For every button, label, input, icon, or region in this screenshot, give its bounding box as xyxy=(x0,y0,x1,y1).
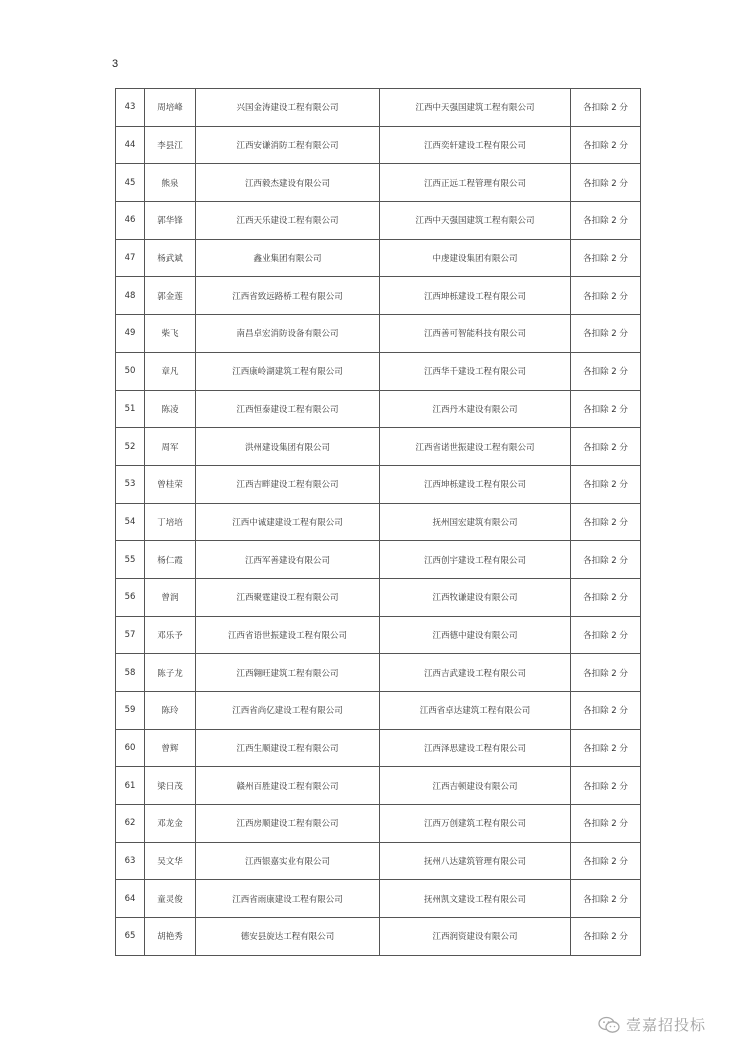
person-name-cell: 郭金莲 xyxy=(145,277,196,315)
row-number-cell: 59 xyxy=(116,692,145,730)
row-number-cell: 47 xyxy=(116,239,145,277)
company-b-cell: 江西省诺世振建设工程有限公司 xyxy=(380,428,571,466)
person-name-cell: 曾辉 xyxy=(145,729,196,767)
table-row xyxy=(116,126,641,164)
penalty-cell: 各扣除 2 分 xyxy=(571,805,641,843)
company-b-cell: 江西丹木建设有限公司 xyxy=(380,390,571,428)
company-a-cell: 江西房顺建设工程有限公司 xyxy=(196,805,380,843)
company-b-cell: 江西德中建设有限公司 xyxy=(380,616,571,654)
row-number-cell: 50 xyxy=(116,352,145,390)
row-number-cell: 48 xyxy=(116,277,145,315)
table-row xyxy=(116,692,641,730)
table-row xyxy=(116,277,641,315)
company-b-cell: 抚州国宏建筑有限公司 xyxy=(380,503,571,541)
penalty-cell: 各扣除 2 分 xyxy=(571,202,641,240)
row-number-cell: 63 xyxy=(116,842,145,880)
company-b-cell: 江西万创建筑工程有限公司 xyxy=(380,805,571,843)
company-a-cell: 江西省雨康建设工程有限公司 xyxy=(196,880,380,918)
row-number-cell: 46 xyxy=(116,202,145,240)
table-row xyxy=(116,654,641,692)
penalty-cell: 各扣除 2 分 xyxy=(571,578,641,616)
person-name-cell: 陈子龙 xyxy=(145,654,196,692)
person-name-cell: 梁日茂 xyxy=(145,767,196,805)
company-a-cell: 江西省语世振建设工程有限公司 xyxy=(196,616,380,654)
row-number-cell: 49 xyxy=(116,315,145,353)
person-name-cell: 熊泉 xyxy=(145,164,196,202)
penalty-cell: 各扣除 2 分 xyxy=(571,352,641,390)
table-row xyxy=(116,164,641,202)
company-b-cell: 抚州凯文建设工程有限公司 xyxy=(380,880,571,918)
table-row xyxy=(116,390,641,428)
penalty-cell: 各扣除 2 分 xyxy=(571,616,641,654)
row-number-cell: 53 xyxy=(116,465,145,503)
company-b-cell: 江西坤栎建设工程有限公司 xyxy=(380,277,571,315)
row-number-cell: 52 xyxy=(116,428,145,466)
penalty-cell: 各扣除 2 分 xyxy=(571,654,641,692)
row-number-cell: 51 xyxy=(116,390,145,428)
penalty-cell: 各扣除 2 分 xyxy=(571,729,641,767)
company-b-cell: 江西润资建设有限公司 xyxy=(380,918,571,956)
company-a-cell: 江西康岭湖建筑工程有限公司 xyxy=(196,352,380,390)
penalty-cell: 各扣除 2 分 xyxy=(571,842,641,880)
penalty-cell: 各扣除 2 分 xyxy=(571,918,641,956)
penalty-cell: 各扣除 2 分 xyxy=(571,315,641,353)
table-row xyxy=(116,202,641,240)
row-number-cell: 62 xyxy=(116,805,145,843)
penalty-cell: 各扣除 2 分 xyxy=(571,541,641,579)
row-number-cell: 65 xyxy=(116,918,145,956)
company-a-cell: 鑫业集团有限公司 xyxy=(196,239,380,277)
person-name-cell: 曾润 xyxy=(145,578,196,616)
company-a-cell: 赣州百胜建设工程有限公司 xyxy=(196,767,380,805)
company-b-cell: 江西正远工程管理有限公司 xyxy=(380,164,571,202)
person-name-cell: 李县江 xyxy=(145,126,196,164)
person-name-cell: 周培峰 xyxy=(145,89,196,127)
company-a-cell: 江西天乐建设工程有限公司 xyxy=(196,202,380,240)
person-name-cell: 郭华锋 xyxy=(145,202,196,240)
table-row xyxy=(116,541,641,579)
person-name-cell: 曾桂荣 xyxy=(145,465,196,503)
company-b-cell: 中虔建设集团有限公司 xyxy=(380,239,571,277)
penalty-cell: 各扣除 2 分 xyxy=(571,126,641,164)
penalty-cell: 各扣除 2 分 xyxy=(571,767,641,805)
company-a-cell: 洪州建设集团有限公司 xyxy=(196,428,380,466)
person-name-cell: 周军 xyxy=(145,428,196,466)
penalty-cell: 各扣除 2 分 xyxy=(571,503,641,541)
table-row xyxy=(116,315,641,353)
company-b-cell: 江西坤栎建设工程有限公司 xyxy=(380,465,571,503)
company-a-cell: 江西生顺建设工程有限公司 xyxy=(196,729,380,767)
company-b-cell: 江西吉武建设工程有限公司 xyxy=(380,654,571,692)
table-row xyxy=(116,616,641,654)
person-name-cell: 丁培培 xyxy=(145,503,196,541)
person-name-cell: 杨武斌 xyxy=(145,239,196,277)
company-b-cell: 江西中天强国建筑工程有限公司 xyxy=(380,89,571,127)
company-b-cell: 江西善可智能科技有限公司 xyxy=(380,315,571,353)
row-number-cell: 58 xyxy=(116,654,145,692)
watermark xyxy=(598,1014,706,1035)
person-name-cell: 邓龙金 xyxy=(145,805,196,843)
page-number: 3 xyxy=(112,58,119,70)
row-number-cell: 45 xyxy=(116,164,145,202)
company-b-cell: 江西创宇建设工程有限公司 xyxy=(380,541,571,579)
table-row xyxy=(116,729,641,767)
company-a-cell: 江西吉畔建设工程有限公司 xyxy=(196,465,380,503)
company-b-cell: 江西华千建设工程有限公司 xyxy=(380,352,571,390)
table-row xyxy=(116,918,641,956)
company-a-cell: 南昌卓宏消防设备有限公司 xyxy=(196,315,380,353)
penalty-cell: 各扣除 2 分 xyxy=(571,465,641,503)
company-a-cell: 江西翱旺建筑工程有限公司 xyxy=(196,654,380,692)
penalty-cell: 各扣除 2 分 xyxy=(571,164,641,202)
company-b-cell: 江西中天强国建筑工程有限公司 xyxy=(380,202,571,240)
table-row xyxy=(116,503,641,541)
person-name-cell: 陈凌 xyxy=(145,390,196,428)
table-body xyxy=(116,89,641,956)
company-b-cell: 抚州八达建筑管理有限公司 xyxy=(380,842,571,880)
company-b-cell: 江西省卓达建筑工程有限公司 xyxy=(380,692,571,730)
penalty-cell: 各扣除 2 分 xyxy=(571,239,641,277)
company-a-cell: 江西恒泰建设工程有限公司 xyxy=(196,390,380,428)
person-name-cell: 童灵俊 xyxy=(145,880,196,918)
company-b-cell: 江西奕轩建设工程有限公司 xyxy=(380,126,571,164)
company-b-cell: 江西牧谦建设有限公司 xyxy=(380,578,571,616)
row-number-cell: 61 xyxy=(116,767,145,805)
person-name-cell: 胡艳秀 xyxy=(145,918,196,956)
table-row xyxy=(116,842,641,880)
penalty-cell: 各扣除 2 分 xyxy=(571,880,641,918)
company-a-cell: 江西安谦消防工程有限公司 xyxy=(196,126,380,164)
penalty-table xyxy=(115,88,641,956)
table-row xyxy=(116,880,641,918)
company-a-cell: 德安县旋达工程有限公司 xyxy=(196,918,380,956)
table-row xyxy=(116,428,641,466)
row-number-cell: 56 xyxy=(116,578,145,616)
person-name-cell: 陈玲 xyxy=(145,692,196,730)
company-b-cell: 江西泽思建设工程有限公司 xyxy=(380,729,571,767)
table-row xyxy=(116,89,641,127)
table-row xyxy=(116,352,641,390)
table-row xyxy=(116,465,641,503)
person-name-cell: 章凡 xyxy=(145,352,196,390)
table-row xyxy=(116,767,641,805)
penalty-cell: 各扣除 2 分 xyxy=(571,89,641,127)
penalty-cell: 各扣除 2 分 xyxy=(571,428,641,466)
person-name-cell: 邓乐予 xyxy=(145,616,196,654)
company-a-cell: 江西军善建设有限公司 xyxy=(196,541,380,579)
wechat-icon xyxy=(598,1016,620,1034)
row-number-cell: 60 xyxy=(116,729,145,767)
table-row xyxy=(116,239,641,277)
table-row xyxy=(116,578,641,616)
row-number-cell: 44 xyxy=(116,126,145,164)
row-number-cell: 64 xyxy=(116,880,145,918)
company-a-cell: 江西毅杰建设有限公司 xyxy=(196,164,380,202)
person-name-cell: 吴文华 xyxy=(145,842,196,880)
penalty-cell: 各扣除 2 分 xyxy=(571,390,641,428)
penalty-cell: 各扣除 2 分 xyxy=(571,692,641,730)
company-b-cell: 江西吉顿建设有限公司 xyxy=(380,767,571,805)
company-a-cell: 江西聚霆建设工程有限公司 xyxy=(196,578,380,616)
person-name-cell: 杨仁霞 xyxy=(145,541,196,579)
company-a-cell: 江西省致远路桥工程有限公司 xyxy=(196,277,380,315)
row-number-cell: 43 xyxy=(116,89,145,127)
row-number-cell: 54 xyxy=(116,503,145,541)
company-a-cell: 江西中诚建建设工程有限公司 xyxy=(196,503,380,541)
person-name-cell: 柴飞 xyxy=(145,315,196,353)
company-a-cell: 江西银嘉实业有限公司 xyxy=(196,842,380,880)
company-a-cell: 江西省尚亿建设工程有限公司 xyxy=(196,692,380,730)
company-a-cell: 兴国金涛建设工程有限公司 xyxy=(196,89,380,127)
table-row xyxy=(116,805,641,843)
watermark-text: 壹嘉招投标 xyxy=(626,1016,707,1034)
row-number-cell: 55 xyxy=(116,541,145,579)
row-number-cell: 57 xyxy=(116,616,145,654)
penalty-cell: 各扣除 2 分 xyxy=(571,277,641,315)
